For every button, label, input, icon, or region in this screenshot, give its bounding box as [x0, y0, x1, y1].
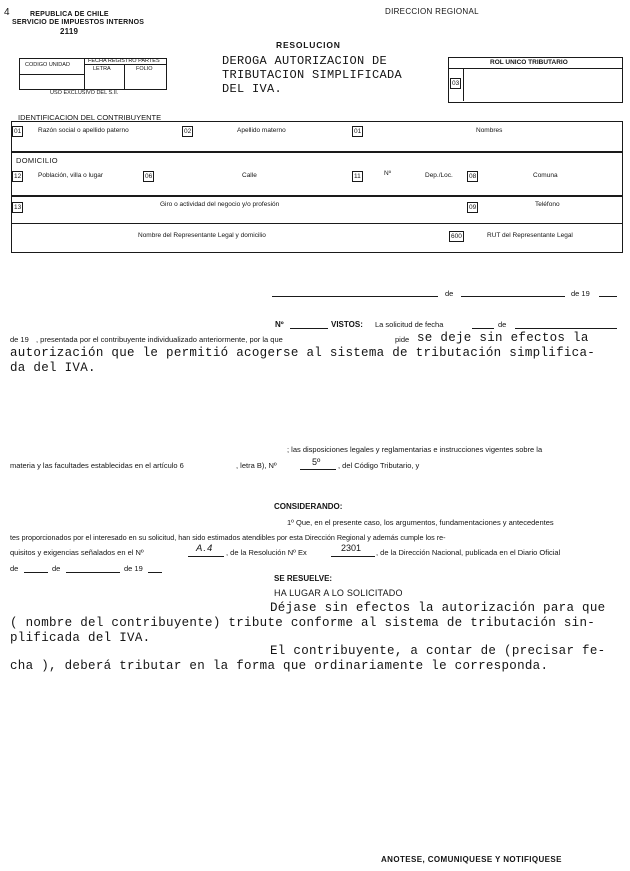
subject-line1: DEROGA AUTORIZACION DE [222, 54, 388, 68]
field-num-01: 01 [14, 128, 22, 135]
registry-col1: CODIGO UNIDAD [25, 62, 70, 68]
field-rut-representante[interactable]: RUT del Representante Legal [487, 232, 573, 239]
vistos-typed-3: da del IVA. [10, 361, 96, 375]
field-giro[interactable]: Giro o actividad del negocio y/o profesión [160, 201, 280, 208]
document-type: RESOLUCION [276, 40, 341, 50]
field-telefono[interactable]: Teléfono [535, 201, 560, 208]
resuelve-label: SE RESUELVE: [274, 574, 333, 583]
country-label: REPUBLICA DE CHILE [30, 11, 109, 18]
vistos-typed-2: autorización que le permitió acogerse al sistema de tributación simplifica- [10, 346, 596, 360]
rut-num: 03 [452, 80, 460, 87]
field-num-13: 13 [14, 204, 22, 211]
field-num-03: 01 [354, 128, 362, 135]
field-num-02: 02 [184, 128, 192, 135]
office-label: DIRECCION REGIONAL [385, 7, 479, 16]
field-num-09: 09 [469, 204, 477, 211]
field-representante[interactable]: Nombre del Representante Legal y domicilio [138, 232, 266, 239]
field-comuna[interactable]: Comuna [533, 172, 558, 179]
registry-col2b: FOLIO [136, 66, 153, 72]
registry-col2: FECHA REGISTRO PARTES [88, 58, 160, 64]
subject-line2: TRIBUTACION SIMPLIFICADA [222, 68, 403, 82]
page-marker: 4 [4, 7, 10, 18]
footer-notice: ANOTESE, COMUNIQUESE Y NOTIFIQUESE [381, 855, 562, 864]
registry-col2a: LETRA [93, 66, 111, 72]
considerando-label: CONSIDERANDO: [274, 502, 343, 511]
field-poblacion[interactable]: Población, villa o lugar [38, 172, 104, 179]
service-label: SERVICIO DE IMPUESTOS INTERNOS [12, 19, 145, 26]
field-calle[interactable]: Calle [242, 172, 257, 179]
vistos-label: VISTOS: [331, 320, 363, 329]
subject-line3: DEL IVA. [222, 82, 283, 96]
field-nombres[interactable]: Nombres [476, 127, 503, 134]
domicilio-label: DOMICILIO [16, 156, 58, 165]
form-number: 2119 [60, 27, 79, 36]
vistos-typed-1: se deje sin efectos la [417, 331, 589, 345]
field-num-12: 12 [14, 173, 22, 180]
registry-footer: USO EXCLUSIVO DEL S.II. [50, 90, 119, 96]
field-depto[interactable]: Dep./Loc. [425, 172, 453, 179]
field-razon-social[interactable]: Razón social o apellido paterno [38, 127, 129, 134]
field-num-11: 11 [354, 173, 361, 180]
rut-title: ROL UNICO TRIBUTARIO [490, 59, 568, 66]
field-numero[interactable]: Nº [384, 170, 392, 177]
taxpayer-title: IDENTIFICACION DEL CONTRIBUYENTE [18, 113, 162, 122]
field-num-06: 06 [145, 173, 153, 180]
field-apellido-materno[interactable]: Apellido materno [237, 127, 286, 134]
field-num-08: 08 [469, 173, 477, 180]
field-num-600: 600 [451, 233, 462, 240]
